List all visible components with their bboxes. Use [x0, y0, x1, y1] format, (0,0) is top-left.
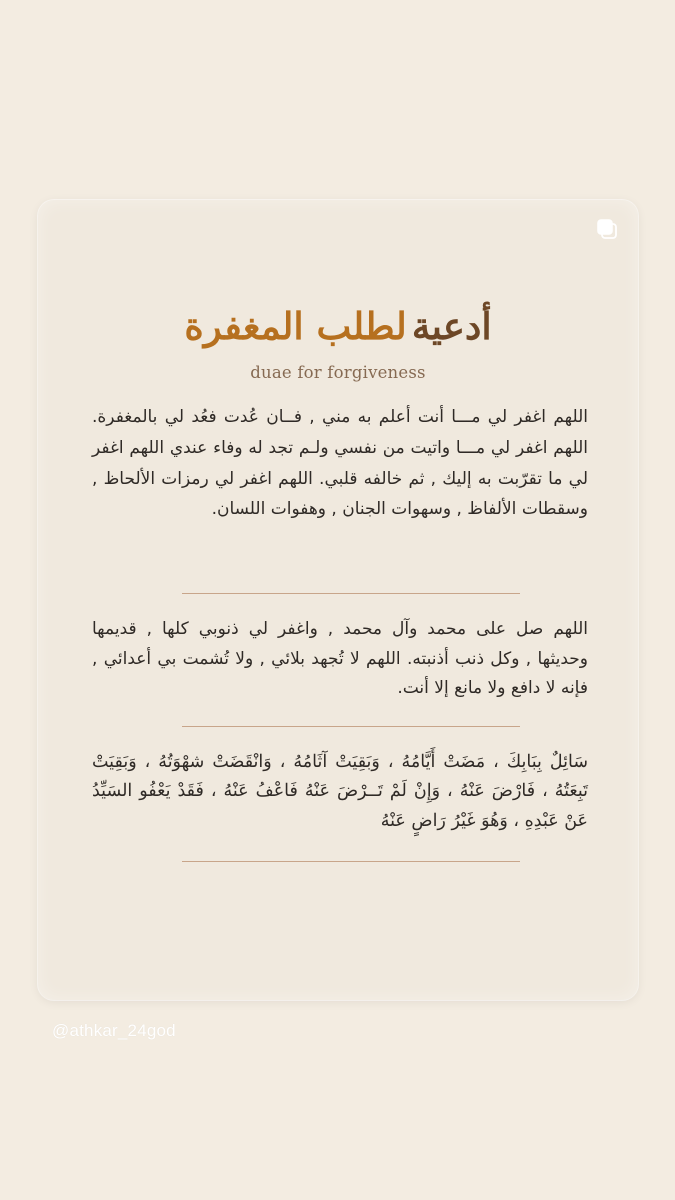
divider	[182, 726, 520, 727]
dua-paragraph: اللهم صل على محمد وآل محمد , واغفر لي ذنوبي كلها , قديمها وحديثها , وكل ذنب أذنبته. اللهم لا تُجهد بلائي , ولا تُشمت بي أعدائي , فإنه لا دافع ولا مانع إلا أنت.	[92, 619, 588, 698]
page-title	[38, 306, 638, 347]
dua-paragraph: اللهم اغفر لي مـــا أنت أعلم به مني , فــان عُدت فعُد لي بالمغفرة. اللهم اغفر لي مـــا واتيت من نفسي ولـم تجد له وفاء عندي اللهم اغفر لي ما تقرّبت به إليك , ثم خالفه قلبي. اللهم اغفر لي رمزات الألحاظ , وسقطات الألفاظ , وسهوات الجنان , وهفوات اللسان.	[92, 407, 588, 520]
dua-paragraph: سَائِلٌ بِبَابِكَ ، مَضَتْ أَيَّامُهُ ، وَبَقِيَتْ آثَامُهُ ، وَانْقَضَتْ شهْوَتُهُ ، وَبَقِيَتْ تَبِعَتُهُ ، فَارْضَ عَنْهُ ، وَإِنْ لَمْ تَــرْضَ عَنْهُ فَاعْفُ عَنْهُ ، فَقَدْ يَعْفُو السَيِّدُ عَنْ عَبْدِهِ ، وَهُوَ غَيْرُ رَاضٍ عَنْهُ	[92, 752, 588, 831]
divider	[182, 861, 520, 862]
title-part-2: لطلب المغفرة	[184, 304, 407, 348]
multiple-posts-icon[interactable]	[596, 218, 618, 240]
divider	[182, 593, 520, 594]
post-card	[38, 200, 638, 1000]
account-handle[interactable]: @athkar_24god	[52, 1021, 176, 1040]
page-subtitle: duae for forgiveness	[250, 363, 426, 382]
title-part-1: أدعية	[411, 304, 492, 348]
